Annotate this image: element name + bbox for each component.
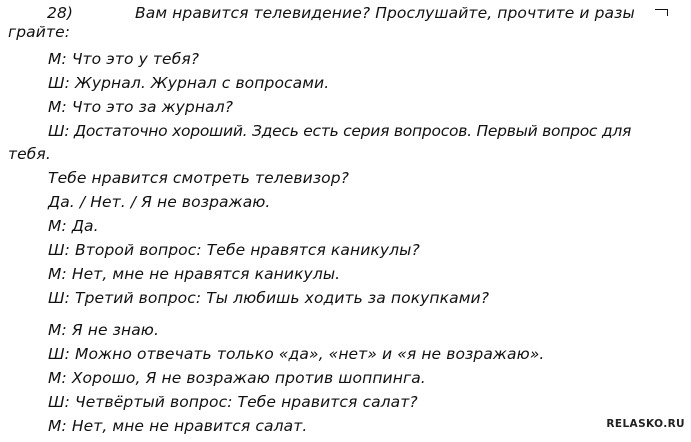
dialogue-line: Ш: Третий вопрос: Ты любишь ходить за покупками? — [48, 289, 490, 307]
dialogue-line: М: Хорошо, Я не возражаю против шоппинга. — [48, 369, 426, 387]
dialogue-line: М: Что это у тебя? — [48, 50, 200, 68]
dialogue-line: М: Нет, мне не нравятся каникулы. — [48, 265, 341, 283]
dialogue-line: Ш: Достаточно хороший. Здесь есть серия вопросов. Первый вопрос для — [48, 122, 632, 140]
dialogue-line: Ш: Четвёртый вопрос: Тебе нравится салат? — [48, 393, 418, 411]
dialogue-line: М: Что это за журнал? — [48, 98, 234, 116]
exercise-title-line-1 — [47, 3, 635, 23]
site-watermark: RELASKO.RU — [606, 418, 685, 430]
dialogue-line: Ш: Второй вопрос: Тебе нравятся каникулы? — [48, 241, 420, 259]
dialogue-line: М: Нет, мне не нравится салат. — [48, 417, 308, 435]
dialogue-line: тебя. — [8, 145, 51, 163]
exercise-number: 28) — [47, 4, 74, 22]
dialogue-line: М: Я не знаю. — [48, 321, 159, 339]
dialogue-line: Ш: Можно отвечать только «да», «нет» и «я не возражаю». — [48, 345, 545, 363]
dialogue-line: Ш: Журнал. Журнал с вопросами. — [48, 74, 330, 92]
dialogue-line: Тебе нравится смотреть телевизор? — [48, 169, 350, 187]
hyphen-mark — [655, 9, 668, 16]
exercise-title-line-2: грайте: — [8, 23, 71, 41]
exercise-title-text: Вам нравится телевидение? Прослушайте, прочтите и разы — [135, 4, 635, 22]
dialogue-line: М: Да. — [48, 217, 99, 235]
dialogue-line: Да. / Нет. / Я не возражаю. — [48, 193, 271, 211]
